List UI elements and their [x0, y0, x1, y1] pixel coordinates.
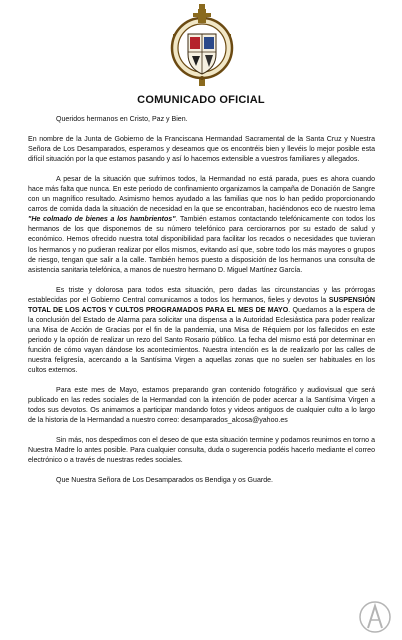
- suspension-notice: SUSPENSIÓN TOTAL DE LOS ACTOS Y CULTOS PROGRAMADOS PARA EL MES DE MAYO: [28, 296, 375, 314]
- paragraph-suspension-text-c: . Quedamos a la espera de la conclusión del Estado de Alarma para solicitar una dispensa a la Autoridad Eclesiástica para poder realizar una Misa de Acción de Gracias por el fin de la pandemia, una Misa de Réquiem por los fallecidos en este periodo y la opción de realizar un rezo del Santo Rosario público. La fecha del mismo está por determinar en función de cómo vayan dándose los acontecimientos. Nuestra intención es la de realizarlo por las calles de nuestra feligresía, acercando a la Santísima Virgen a aquellas zonas que no suelen ser habituales en los cultos externos.: [28, 306, 375, 375]
- paragraph-farewell: Sin más, nos despedimos con el deseo de que esta situación termine y podamos reunirnos en torno a Nuestra Madre lo antes posible. Para cualquier consulta, duda o sugerencia podéis hacerlo mediante el correo electrónico o a través de nuestras redes sociales.: [28, 437, 375, 465]
- brotherhood-crest-icon: [168, 4, 236, 86]
- watermark-logo-icon: [358, 598, 392, 636]
- paragraph-suspension: [28, 286, 375, 376]
- letter-body: [28, 115, 375, 486]
- closing-line: Que Nuestra Señora de Los Desamparados os Bendiga y os Guarde.: [56, 477, 274, 485]
- motto-quote: "He colmado de bienes a los hambrientos": [28, 216, 176, 224]
- greeting: Queridos hermanos en Cristo, Paz y Bien.: [56, 116, 188, 123]
- paragraph-activities-text-a: A pesar de la situación que sufrimos todos, la Hermandad no está parada, pues es ahora cuando hace más falta que nunca. En este periodo de confinamiento organizamos la campaña de Donación de Sangre con un magnífico resultado. Asimismo hemos ayudado a las familias que nos lo han pedido proporcionando carros de comida dada la situación de necesidad en la que se encontraban, haciéndonos eco de nuestro lema: [28, 176, 375, 214]
- page-title: COMUNICADO OFICIAL: [137, 94, 265, 106]
- paragraph-suspension-text-a: Es triste y dolorosa para todos esta situación, pero dadas las circunstancias y las prórrogas establecidas por el Gobierno Central comunicamos a todos los hermanos, fieles y devotos la: [28, 286, 375, 304]
- paragraph-intro: En nombre de la Junta de Gobierno de la Franciscana Hermandad Sacramental de la Santa Cruz y Nuestra Señora de Los Desamparados, esperamos y deseamos que os encontréis bien y llevéis lo mejor posible esta difícil situación por la que estamos pasando y así lo hacemos extensible a vuestros familiares y allegados.: [28, 136, 375, 164]
- paragraph-activities: [28, 175, 375, 275]
- paragraph-activities-text-c: . También estamos contactando telefónicamente con todos los hermanos de los que disponemos de su número telefónico para cerciorarnos por su estado de salud y económico. Hemos ofrecido nuestra total disponibilidad para facilitar los recados o necesidades que tuvieran los hermanos y no pudieran realizar por ellos mismos, evitando así que, sobre todo los más mayores o grupos de riesgo, tengan que salir a la calle. También hemos puesto a disposición de los hermanos una consulta de asistencia sanitaria telefónica, a manos de nuestro hermano D. Miguel Martínez García.: [28, 216, 375, 274]
- paragraph-may-content: Para este mes de Mayo, estamos preparando gran contenido fotográfico y audiovisual que será publicado en las redes sociales de la Hermandad con la intención de poder acercar a la Santísima Virgen a todos sus devotos. Os animamos a participar mandando fotos y videos antiguos de cualquier culto a lo largo de la historia de la Hermandad a nuestro correo: desamparados_alcosa@yahoo.es: [28, 387, 375, 425]
